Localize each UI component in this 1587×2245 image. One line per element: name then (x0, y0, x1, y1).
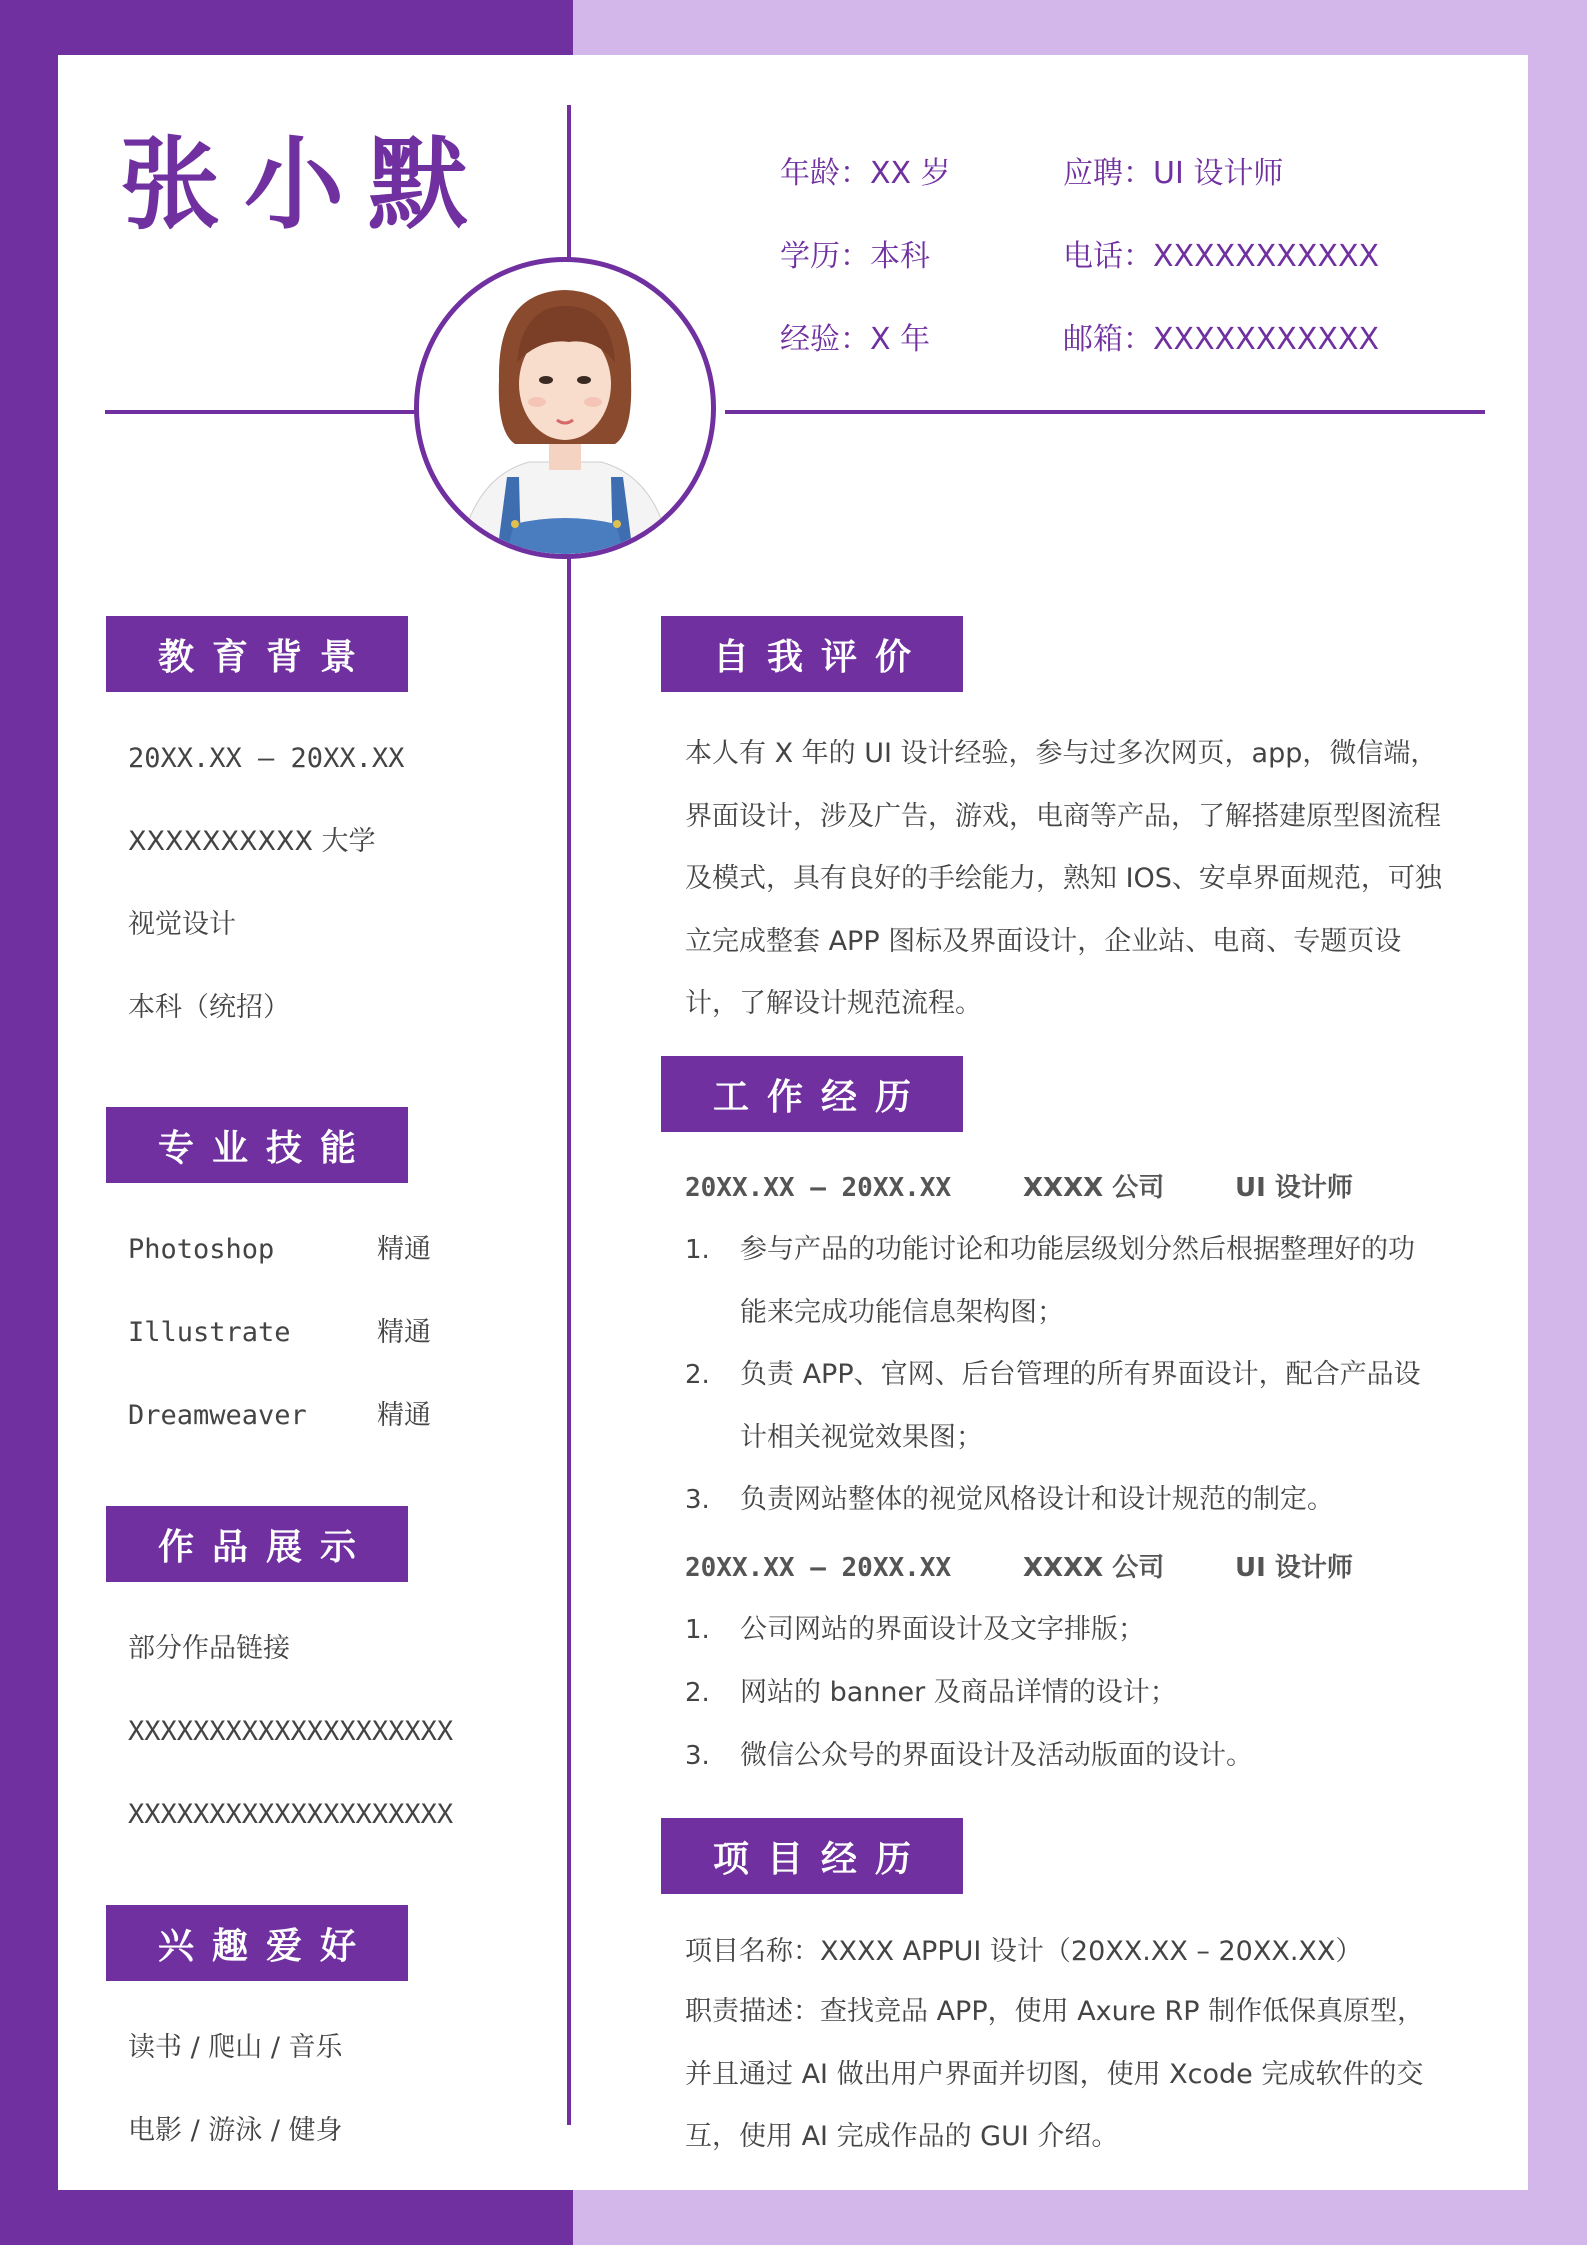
duty-text: 负责 APP、官网、后台管理的所有界面设计，配合产品设计相关视觉效果图； (740, 1359, 1421, 1453)
avatar-illustration (419, 262, 711, 554)
info-phone: 电话：XXXXXXXXXXX (1063, 239, 1380, 274)
section-header-works: 作品展示 (106, 1506, 408, 1582)
works-link[interactable]: XXXXXXXXXXXXXXXXXXXX (128, 1799, 454, 1830)
info-position: 应聘：UI 设计师 (1063, 156, 1284, 191)
hobbies-line: 电影 / 游泳 / 健身 (128, 2115, 343, 2146)
duty-text: 参与产品的功能讨论和功能层级划分然后根据整理好的功能来完成功能信息架构图； (740, 1234, 1415, 1328)
duty-text: 负责网站整体的视觉风格设计和设计规范的制定。 (740, 1484, 1334, 1515)
job-company: XXXX 公司 (1023, 1553, 1165, 1583)
skill-level: 精通 (377, 1234, 431, 1265)
hobbies-line: 读书 / 爬山 / 音乐 (128, 2032, 343, 2063)
duty-number: 1. (685, 1615, 710, 1645)
works-link[interactable]: XXXXXXXXXXXXXXXXXXXX (128, 1716, 454, 1747)
info-email: 邮箱：XXXXXXXXXXX (1063, 322, 1380, 357)
section-header-self-eval: 自我评价 (661, 616, 963, 692)
header-divider-left (105, 410, 417, 414)
duty-text: 公司网站的界面设计及文字排版； (740, 1614, 1145, 1645)
works-label: 部分作品链接 (128, 1633, 290, 1664)
header-divider-right (725, 410, 1485, 414)
project-description: 职责描述：查找竞品 APP，使用 Axure RP 制作低保真原型，并且通过 AI 做出用户界面并切图，使用 Xcode 完成软件的交互，使用 AI 完成作品的 GUI 介绍。 (685, 1996, 1425, 2152)
avatar (414, 257, 716, 559)
job-role: UI 设计师 (1235, 1553, 1353, 1583)
info-age: 年龄：XX 岁 (780, 156, 951, 191)
section-header-skills: 专业技能 (106, 1107, 408, 1183)
duty-number: 1. (685, 1235, 710, 1265)
skill-name: Photoshop (128, 1234, 275, 1265)
education-school: XXXXXXXXXX 大学 (128, 826, 376, 857)
section-header-hobbies: 兴趣爱好 (106, 1905, 408, 1981)
project-name: 项目名称：XXXX APPUI 设计（20XX.XX – 20XX.XX） (685, 1936, 1363, 1967)
candidate-name: 张小默 (120, 126, 492, 243)
job-role: UI 设计师 (1235, 1173, 1353, 1203)
education-major: 视觉设计 (128, 909, 236, 940)
skill-name: Illustrate (128, 1317, 291, 1348)
duty-text: 网站的 banner 及商品详情的设计； (740, 1677, 1177, 1708)
duty-number: 3. (685, 1485, 710, 1515)
section-header-project: 项目经历 (661, 1818, 963, 1894)
duty-number: 2. (685, 1360, 710, 1390)
self-eval-text: 本人有 X 年的 UI 设计经验，参与过多次网页，app，微信端，界面设计，涉及广告，游戏，电商等产品，了解搭建原型图流程及模式，具有良好的手绘能力，熟知 IOS、安卓界面规范，可独立完成整套 APP 图标及界面设计，企业站、电商、专题页设计，了解设计规范流程。 (685, 738, 1442, 1019)
duty-number: 2. (685, 1678, 710, 1708)
section-header-work: 工作经历 (661, 1056, 963, 1132)
job-period: 20XX.XX – 20XX.XX (685, 1173, 952, 1203)
duty-number: 3. (685, 1741, 710, 1771)
skill-level: 精通 (377, 1400, 431, 1431)
section-header-education: 教育背景 (106, 616, 408, 692)
skill-name: Dreamweaver (128, 1400, 307, 1431)
job-period: 20XX.XX – 20XX.XX (685, 1553, 952, 1583)
skill-level: 精通 (377, 1317, 431, 1348)
info-education: 学历：本科 (780, 239, 930, 274)
job-company: XXXX 公司 (1023, 1173, 1165, 1203)
duty-text: 微信公众号的界面设计及活动版面的设计。 (740, 1740, 1253, 1771)
education-period: 20XX.XX – 20XX.XX (128, 743, 405, 774)
education-degree: 本科（统招） (128, 992, 290, 1023)
info-experience: 经验：X 年 (780, 322, 931, 357)
